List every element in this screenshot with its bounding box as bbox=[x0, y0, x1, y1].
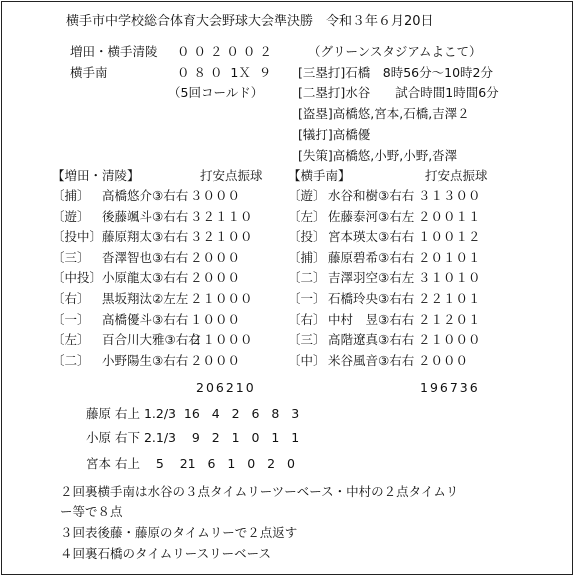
team1-innings: ０ ０ ２ ０ ０ ２ bbox=[177, 44, 272, 59]
right-player-name: 石橋玲央③右右 bbox=[328, 291, 415, 306]
pitcher-row: 宮本 右上 5 21 6 1 0 2 0 bbox=[86, 456, 295, 471]
left-team-header: 【増田・清陵】 bbox=[52, 168, 140, 183]
summary-line: ２回裏横手南は水谷の３点タイムリーツーベース・中村の２点タイムリ bbox=[60, 484, 459, 499]
right-position: 〔右〕 bbox=[288, 311, 326, 327]
right-position: 〔中〕 bbox=[288, 352, 326, 368]
right-position: 〔捕〕 bbox=[288, 249, 326, 265]
left-player-name: 小野陽生③右右 bbox=[102, 352, 189, 368]
right-player-stats: ２１０００ bbox=[418, 332, 481, 348]
cold-game-note: （5回コールド） bbox=[168, 85, 264, 100]
page-title: 横手市中学校総合体育大会野球大会準決勝 令和３年６月20日 bbox=[66, 14, 434, 29]
right-player-stats: ２０００ bbox=[418, 352, 469, 368]
left-player-stats: ２１０００ bbox=[190, 332, 253, 348]
right-player-stats: ２０１０１ bbox=[418, 249, 481, 265]
summary-line: ４回裏石橋のタイムリースリーベース bbox=[60, 546, 272, 561]
left-player-stats: ２０００ bbox=[190, 352, 241, 368]
note-errors: [失策]高橋悠,小野,小野,沓澤 bbox=[298, 148, 458, 163]
right-player-name: 藤原碧希③右右 bbox=[328, 249, 415, 265]
left-position: 〔捕〕 bbox=[52, 188, 90, 203]
left-position: 〔一〕 bbox=[52, 311, 90, 327]
left-player-name: 百合川大雅③右右 bbox=[102, 332, 201, 348]
right-position: 〔三〕 bbox=[288, 332, 326, 348]
left-position: 〔投中〕 bbox=[52, 229, 103, 245]
right-player-name: 宮本瑛太③右右 bbox=[328, 229, 415, 245]
left-position: 〔遊〕 bbox=[52, 208, 90, 224]
left-player-name: 高橋悠介③右右 bbox=[102, 188, 189, 203]
left-player-name: 小原龍太③右右 bbox=[102, 270, 189, 286]
left-player-name: 黒坂翔汰②左左 bbox=[102, 291, 189, 306]
summary-line: ー等で８点 bbox=[60, 504, 123, 519]
left-position: 〔二〕 bbox=[52, 352, 90, 368]
right-player-stats: ２２１０１ bbox=[418, 291, 481, 306]
team1-label: 増田・横手清陵 bbox=[70, 44, 158, 59]
right-position: 〔二〕 bbox=[288, 270, 326, 286]
left-position: 〔中投〕 bbox=[52, 270, 103, 286]
right-player-name: 佐藤泰河③右左 bbox=[328, 208, 415, 224]
left-player-name: 沓澤智也③右右 bbox=[102, 249, 189, 265]
right-player-name: 米谷風音③右右 bbox=[328, 352, 415, 368]
left-player-stats: １０００ bbox=[190, 311, 241, 327]
right-cols-header: 打安点振球 bbox=[425, 168, 488, 183]
left-player-stats: ２１０００ bbox=[190, 291, 253, 306]
right-team-header: 【横手南】 bbox=[288, 168, 351, 183]
left-player-stats: ３２１１０ bbox=[190, 208, 253, 224]
right-player-stats: ３１０１０ bbox=[418, 270, 481, 286]
right-player-name: 水谷和樹③右右 bbox=[328, 188, 415, 203]
left-position: 〔左〕 bbox=[52, 332, 90, 348]
right-position: 〔遊〕 bbox=[288, 188, 326, 203]
pitcher-row: 藤原 右上 1.2/3 16 4 2 6 8 3 bbox=[86, 406, 300, 421]
right-position: 〔一〕 bbox=[288, 291, 326, 306]
right-position: 〔左〕 bbox=[288, 208, 326, 224]
left-position: 〔三〕 bbox=[52, 249, 90, 265]
right-player-stats: ３１３００ bbox=[418, 188, 481, 203]
left-cols-header: 打安点振球 bbox=[200, 168, 263, 183]
left-player-stats: ３２１００ bbox=[190, 229, 253, 245]
left-totals: 206210 bbox=[196, 380, 256, 395]
note-triple: [三塁打]石橋 8時56分～10時2分 bbox=[298, 65, 493, 80]
left-player-name: 藤原翔太③右右 bbox=[102, 229, 189, 245]
right-totals: 196736 bbox=[420, 380, 480, 395]
venue: （グリーンスタジアムよこて） bbox=[308, 44, 482, 59]
team2-innings: ０ ８ ０ 1Ｘ ９ bbox=[177, 65, 272, 80]
left-position: 〔右〕 bbox=[52, 291, 90, 306]
pitcher-row: 小原 右下 2.1/3 9 2 1 0 1 1 bbox=[86, 430, 300, 445]
right-player-name: 高階遼真③右右 bbox=[328, 332, 415, 348]
left-player-name: 後藤颯斗③右右 bbox=[102, 208, 189, 224]
summary-line: ３回表後藤・藤原のタイムリーで２点返す bbox=[60, 525, 298, 540]
team2-label: 横手南 bbox=[70, 65, 108, 80]
left-player-stats: ２０００ bbox=[190, 270, 241, 286]
right-player-stats: ２００１１ bbox=[418, 208, 481, 224]
right-player-stats: １００１２ bbox=[418, 229, 481, 245]
right-player-name: 中村 昱③右右 bbox=[328, 311, 415, 327]
right-player-name: 吉澤羽空③右左 bbox=[328, 270, 415, 286]
right-player-stats: ２１２０１ bbox=[418, 311, 481, 327]
note-double: [二塁打]水谷 試合時間1時間6分 bbox=[298, 85, 499, 100]
left-player-stats: ３０００ bbox=[190, 188, 241, 203]
left-player-name: 高橋優斗③右右 bbox=[102, 311, 189, 327]
right-position: 〔投〕 bbox=[288, 229, 326, 245]
note-sacrifice: [犠打]高橋優 bbox=[298, 127, 371, 142]
note-steals: [盗塁]高橋悠,宮本,石橋,吉澤２ bbox=[298, 106, 470, 121]
left-player-stats: ２０００ bbox=[190, 249, 241, 265]
